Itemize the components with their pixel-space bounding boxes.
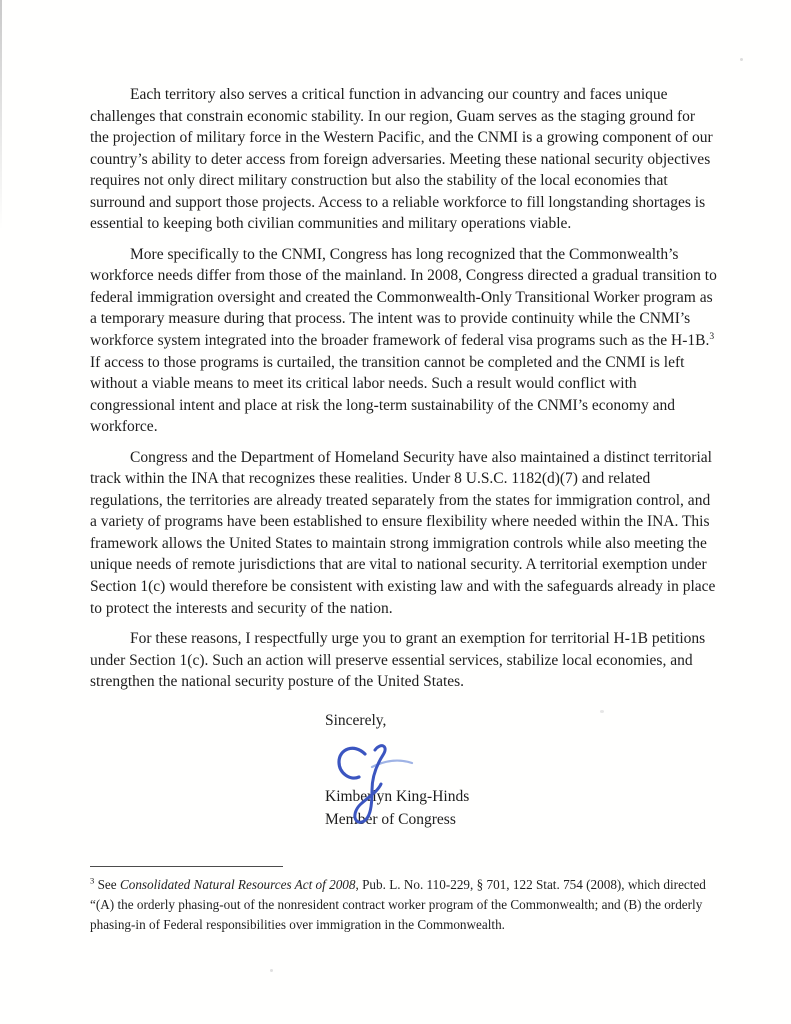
paragraph-4: For these reasons, I respectfully urge you to grant an exemption for territorial H-1B petitions under Section 1(c). Such an action will preserve essential services, stabilize local economies, and strengthen the national security posture of the United States. (90, 630, 706, 691)
footnote-marker: 3 (90, 875, 95, 886)
footnote-lead: See (94, 877, 120, 892)
signature-block (325, 785, 469, 831)
paragraph-1: Each territory also serves a critical function in advancing our country and faces unique challenges that constrain economic stability. In our region, Guam serves as the staging ground for the projection of military force in the Western Pacific, and the CNMI is a growing component of our country’s ability to deter access from foreign adversaries. Meeting these national security objectives requires not only direct military construction but also the stability of the local economies that surround and support those projects. Access to a reliable workforce to fill longstanding shortages is essential to keeping both civilian communities and military operations viable. (90, 86, 713, 233)
paragraph-2-text: More specifically to the CNMI, Congress has long recognized that the Commonwealth’s workforce needs differ from those of the mainland. In 2008, Congress directed a gradual transition to federal immigration oversight and created the Commonwealth-Only Transitional Worker program as a temporary measure during that process. The intent was to provide continuity while the CNMI’s workforce system integrated into the broader framework of federal visa programs such as the H-1B. (90, 245, 717, 350)
closing-salutation: Sincerely, (325, 712, 387, 729)
scan-speck (740, 58, 743, 61)
paragraph-3: Congress and the Department of Homeland Security have also maintained a distinct territorial track within the INA that recognizes these realities. Under 8 U.S.C. 1182(d)(7) and related regulations, the territories are already treated separately from the states for immigration control, and a variety of programs have been established to ensure flexibility where needed within the INA. This framework allows the United States to maintain strong immigration controls while also meeting the unique needs of remote jurisdictions that are vital to national security. A territorial exemption under Section 1(c) would therefore be consistent with existing law and with the safeguards already in place to protect the interests and security of the nation. (90, 448, 716, 617)
footnote-reference-3: 3 (709, 330, 715, 342)
footnote-separator (90, 866, 283, 867)
footnote-section (90, 866, 712, 934)
signer-title: Member of Congress (325, 811, 456, 828)
scan-speck (600, 710, 604, 713)
footnote-citation-italic: Consolidated Natural Resources Act of 2008 (119, 877, 356, 892)
footnote-text (90, 875, 712, 934)
footnote-rest: , Pub. L. No. 110-229, § 701, 122 Stat. 754 (2008), which directed “(A) the orderly phasing-out of the nonresident contract worker program of the Commonwealth; and (B) the orderly phasing-in of Federal responsibilities over immigration in the Commonwealth. (90, 877, 706, 932)
paragraph-2 (90, 244, 717, 438)
paragraph-2-text: If access to those programs is curtailed, the transition cannot be completed and the CNMI is left without a viable means to meet its critical labor needs. Such a result would conflict with congressional intent and place at risk the long-term sustainability of the CNMI’s economy and workforce. (90, 353, 685, 436)
scan-speck (270, 969, 273, 972)
letter-body (90, 84, 717, 702)
signer-name: Kimberlyn King-Hinds (325, 788, 470, 805)
scan-edge-shadow (0, 0, 2, 230)
